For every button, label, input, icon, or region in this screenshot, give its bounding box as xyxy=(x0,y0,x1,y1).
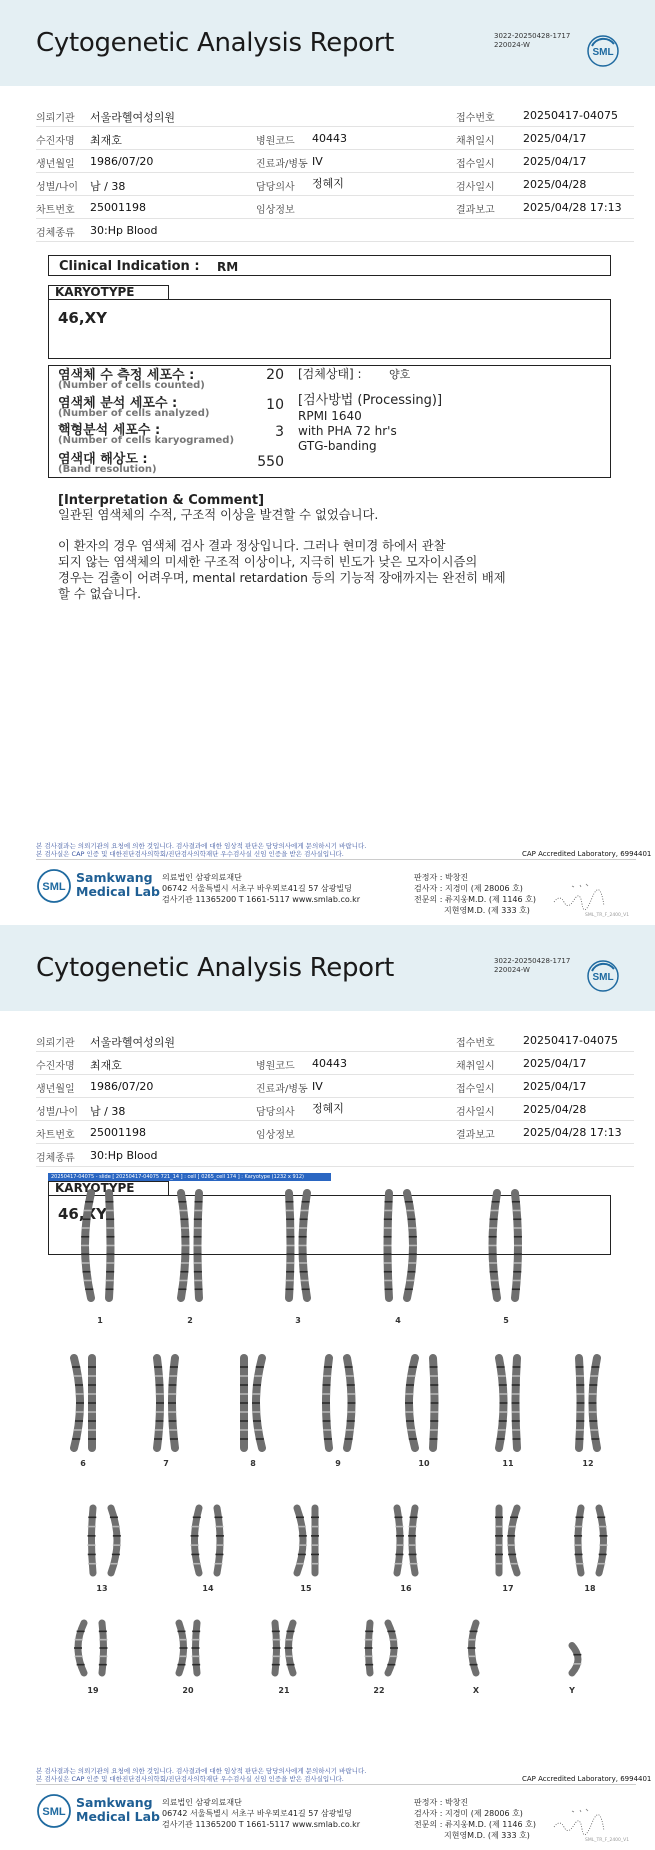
karyogram-caption-strip: 20250417-04075 - slide [ 20250417-04075 721_14 ] : cell [ 0265_cell 174 ] : Karyotype (1232 x 912) xyxy=(48,1173,331,1181)
result-report-value: 2025/04/28 17:13 xyxy=(523,1126,622,1139)
signer-1: 판정자 : 박창진 xyxy=(414,1798,469,1807)
footer-divider xyxy=(36,859,636,860)
patient-name-label: 수진자명 xyxy=(36,1061,75,1072)
chromosome-pair xyxy=(497,1358,521,1448)
karyotype-result: 46,XY xyxy=(58,1205,107,1223)
patient-info-row xyxy=(36,219,634,242)
address-line-2: 06742 서울특별시 서초구 바우뫼로41길 57 삼광빌딩 xyxy=(162,884,352,893)
sml-logo-icon xyxy=(586,959,620,993)
chromosome-label: 17 xyxy=(502,1584,514,1593)
report-header xyxy=(0,925,655,1011)
receipt-date-label: 접수일시 xyxy=(456,159,495,170)
patient-name-value: 최재호 xyxy=(90,134,122,147)
patient-name-label: 수진자명 xyxy=(36,136,75,147)
patient-info-row xyxy=(36,150,634,173)
req-org-label: 의뢰기관 xyxy=(36,1038,75,1049)
cells-counted-value: 20 xyxy=(266,367,284,383)
dept-value: IV xyxy=(312,155,323,168)
chromosome-pair xyxy=(88,1508,121,1573)
cells-counted-sub: (Number of cells counted) xyxy=(58,380,205,391)
sex-age-label: 성별/나이 xyxy=(36,182,79,193)
chromosome-pair xyxy=(322,1358,356,1448)
signature-mark xyxy=(552,878,612,918)
chromosome-label: 12 xyxy=(582,1459,594,1468)
hosp-code-label: 병원코드 xyxy=(256,136,295,147)
interpretation-line-1: 일관된 염색체의 수적, 구조적 이상을 발견할 수 없었습니다. xyxy=(58,508,379,522)
chromosome-pair xyxy=(191,1508,224,1573)
report-title: Cytogenetic Analysis Report xyxy=(36,953,395,983)
chromosome-label: 13 xyxy=(96,1584,108,1593)
signer-3: 전문의 : 류지웅M.D. (제 1146 호) xyxy=(414,895,536,904)
chromosome-pair xyxy=(81,1193,115,1298)
reception-no-label: 접수번호 xyxy=(456,113,495,124)
chromosome-label: 14 xyxy=(202,1584,214,1593)
company-name-line-1: Samkwang xyxy=(76,870,153,885)
cells-karyogramed-value: 3 xyxy=(275,424,284,440)
karyotype-tab: KARYOTYPE xyxy=(48,1181,169,1195)
patient-info-row xyxy=(36,173,634,196)
reception-no-value: 20250417-04075 xyxy=(523,1034,618,1047)
address-line-1: 의료법인 삼광의료재단 xyxy=(162,873,242,882)
collect-date-value: 2025/04/17 xyxy=(523,1057,587,1070)
req-org-value: 서울라헬여성의원 xyxy=(90,1036,176,1049)
chromosome-pair xyxy=(468,1623,478,1673)
footer-divider xyxy=(36,1784,636,1785)
exam-date-label: 검사일시 xyxy=(456,182,495,193)
chromosome-pair xyxy=(74,1623,108,1673)
processing-method-label: [검사방법 (Processing)] xyxy=(298,393,443,408)
cells-analyzed-value: 10 xyxy=(266,397,284,413)
hosp-code-value: 40443 xyxy=(312,132,347,145)
address-line-3: 검사기관 11365200 T 1661-5117 www.smlab.co.kr xyxy=(162,895,361,904)
sex-age-value: 남 / 38 xyxy=(90,180,126,193)
cap-accreditation: CAP Accredited Laboratory, 6994401 xyxy=(522,850,652,858)
interpretation-title: [Interpretation & Comment] xyxy=(58,493,265,508)
interpretation-line-3: 되지 않는 염색체의 미세한 구조적 이상이나, 지극히 빈도가 낮은 모자이시즘의 xyxy=(58,555,478,569)
band-resolution-label: 염색대 해상도 : xyxy=(58,452,148,467)
birth-label: 생년월일 xyxy=(36,159,75,170)
report-header xyxy=(0,0,655,86)
clinical-info-label: 임상정보 xyxy=(256,205,295,216)
company-name xyxy=(76,1796,160,1824)
samkwang-logo xyxy=(36,868,160,908)
chromosome-pair xyxy=(178,1623,201,1673)
address-line-1: 의료법인 삼광의료재단 xyxy=(162,1798,242,1807)
clinical-indication-label: Clinical Indication : xyxy=(59,259,200,274)
patient-info-table xyxy=(36,104,634,242)
karyotype-tab: KARYOTYPE xyxy=(48,285,169,299)
report-title: Cytogenetic Analysis Report xyxy=(36,28,395,58)
svg-text:SML: SML xyxy=(42,881,66,893)
birth-value: 1986/07/20 xyxy=(90,1080,154,1093)
footer-note-1: 본 검사결과는 의뢰기관의 요청에 의한 것입니다. 검사결과에 대한 임상적 판단은 담당의사에게 문의하시기 바랍니다. xyxy=(36,1767,367,1775)
address-line-3: 검사기관 11365200 T 1661-5117 www.smlab.co.kr xyxy=(162,1820,361,1829)
chart-no-label: 차트번호 xyxy=(36,1130,75,1141)
chromosome-pair xyxy=(178,1193,202,1298)
signer-4: 지현영M.D. (제 333 호) xyxy=(444,906,530,915)
svg-text:SML: SML xyxy=(592,47,614,58)
signature-mark xyxy=(552,1803,612,1843)
signer-2: 검사자 : 지경미 (제 28006 호) xyxy=(414,884,523,893)
chart-no-label: 차트번호 xyxy=(36,205,75,216)
clinical-indication-value: RM xyxy=(217,260,239,274)
cells-counted-label: 염색체 수 측정 세포수 : xyxy=(58,368,195,383)
form-version: SML_TR_F_2400_V1 xyxy=(585,1838,630,1843)
chromosome-label: 19 xyxy=(87,1686,99,1695)
company-name xyxy=(76,871,160,899)
hosp-code-label: 병원코드 xyxy=(256,1061,295,1072)
cells-analyzed-sub: (Number of cells analyzed) xyxy=(58,408,210,419)
cell-stats-box xyxy=(48,365,611,478)
hosp-code-value: 40443 xyxy=(312,1057,347,1070)
cells-karyogramed-sub: (Number of cells karyogramed) xyxy=(58,435,235,446)
exam-date-value: 2025/04/28 xyxy=(523,178,587,191)
cap-accreditation: CAP Accredited Laboratory, 6994401 xyxy=(522,1775,652,1783)
chromosome-label: 9 xyxy=(335,1459,341,1468)
result-report-label: 결과보고 xyxy=(456,205,495,216)
receipt-date-value: 2025/04/17 xyxy=(523,1080,587,1093)
sex-age-label: 성별/나이 xyxy=(36,1107,79,1118)
footer-signatures xyxy=(414,1797,536,1841)
exam-date-value: 2025/04/28 xyxy=(523,1103,587,1116)
signer-4: 지현영M.D. (제 333 호) xyxy=(444,1831,530,1840)
chromosome-label: 6 xyxy=(80,1459,86,1468)
document-number xyxy=(494,32,570,50)
specimen-value: 30:Hp Blood xyxy=(90,1149,158,1162)
chromosome-label: 1 xyxy=(97,1316,103,1325)
chromosome-label: 10 xyxy=(418,1459,430,1468)
clinical-indication-box xyxy=(48,255,611,276)
chromosome-label: 4 xyxy=(395,1316,401,1325)
footer-address xyxy=(162,1797,360,1830)
sml-footer-logo-icon xyxy=(36,868,72,904)
interpretation-line-4: 경우는 검출이 어려우며, mental retardation 등의 기능적 장애까지는 완전히 배제 xyxy=(58,571,506,585)
company-name-line-1: Samkwang xyxy=(76,1795,153,1810)
chromosome-pair xyxy=(384,1193,418,1298)
karyotype-box xyxy=(48,299,611,359)
chromosome-pair xyxy=(365,1623,399,1673)
svg-text:SML: SML xyxy=(592,972,614,983)
receipt-date-label: 접수일시 xyxy=(456,1084,495,1095)
chromosome-label: 5 xyxy=(503,1316,509,1325)
band-resolution-sub: (Band resolution) xyxy=(58,464,157,475)
doctor-label: 담당의사 xyxy=(256,182,295,193)
patient-info-table xyxy=(36,1029,634,1167)
chromosome-label: 21 xyxy=(278,1686,290,1695)
patient-info-row xyxy=(36,196,634,219)
chromosome-pair xyxy=(72,1358,96,1448)
karyogram-image xyxy=(48,1183,613,1733)
company-name-line-2: Medical Lab xyxy=(76,884,160,899)
patient-info-row xyxy=(36,1029,634,1052)
interpretation-line-5: 할 수 없습니다. xyxy=(58,587,141,601)
chromosome-pair xyxy=(489,1193,523,1298)
chromosome-label: X xyxy=(472,1686,480,1695)
signer-3: 전문의 : 류지웅M.D. (제 1146 호) xyxy=(414,1820,536,1829)
chromosome-label: 8 xyxy=(250,1459,256,1468)
chromosome xyxy=(572,1646,578,1674)
processing-line-1: RPMI 1640 xyxy=(298,409,362,423)
karyotype-result: 46,XY xyxy=(58,309,107,327)
dept-label: 진료과/병동 xyxy=(256,1084,308,1095)
document-number xyxy=(494,957,570,975)
chromosome-label: 15 xyxy=(300,1584,312,1593)
collect-date-value: 2025/04/17 xyxy=(523,132,587,145)
reception-no-value: 20250417-04075 xyxy=(523,109,618,122)
form-version: SML_TR_F_2400_V1 xyxy=(585,913,630,918)
chart-no-value: 25001198 xyxy=(90,201,146,214)
clinical-info-label: 임상정보 xyxy=(256,1130,295,1141)
dept-value: IV xyxy=(312,1080,323,1093)
processing-line-2: with PHA 72 hr's xyxy=(298,424,397,438)
birth-label: 생년월일 xyxy=(36,1084,75,1095)
chromosome-pair xyxy=(495,1508,518,1573)
chromosome-label: 16 xyxy=(400,1584,412,1593)
specimen-label: 검체종류 xyxy=(36,1153,75,1164)
chromosome-label: Y xyxy=(569,1686,575,1695)
chromosome-pair xyxy=(572,1646,581,1674)
svg-text:SML: SML xyxy=(42,1806,66,1818)
chromosome-label: 7 xyxy=(163,1459,169,1468)
patient-info-row xyxy=(36,104,634,127)
birth-value: 1986/07/20 xyxy=(90,155,154,168)
footer-note-1: 본 검사결과는 의뢰기관의 요청에 의한 것입니다. 검사결과에 대한 임상적 판단은 담당의사에게 문의하시기 바랍니다. xyxy=(36,842,367,850)
sex-age-value: 남 / 38 xyxy=(90,1105,126,1118)
reception-no-label: 접수번호 xyxy=(456,1038,495,1049)
doctor-value: 정혜지 xyxy=(312,1102,344,1115)
collect-date-label: 채취일시 xyxy=(456,1061,495,1072)
exam-date-label: 검사일시 xyxy=(456,1107,495,1118)
patient-info-row xyxy=(36,127,634,150)
result-report-value: 2025/04/28 17:13 xyxy=(523,201,622,214)
chromosome-label: 2 xyxy=(187,1316,193,1325)
doc-number-line-1: 3022-20250428-1717 xyxy=(494,32,571,40)
samkwang-logo xyxy=(36,1793,160,1833)
doc-number-line-2: 220024-W xyxy=(494,966,530,974)
chromosome-label: 20 xyxy=(182,1686,194,1695)
chart-no-value: 25001198 xyxy=(90,1126,146,1139)
patient-info-row xyxy=(36,1144,634,1167)
specimen-value: 30:Hp Blood xyxy=(90,224,158,237)
chromosome-pair xyxy=(394,1508,417,1573)
patient-info-row xyxy=(36,1052,634,1075)
footer-note-2: 본 검사실은 CAP 인증 및 대한진단검사의학회/진단검사의학재단 우수검사실 신임 인증을 받은 검사실입니다. xyxy=(36,850,344,858)
doctor-label: 담당의사 xyxy=(256,1107,295,1118)
chromosome-pair xyxy=(154,1358,178,1448)
signer-1: 판정자 : 박창진 xyxy=(414,873,469,882)
band-resolution-value: 550 xyxy=(257,454,284,470)
specimen-state-label: [검체상태] : xyxy=(298,367,362,381)
patient-info-row xyxy=(36,1075,634,1098)
collect-date-label: 채취일시 xyxy=(456,136,495,147)
cells-karyogramed-label: 핵형분석 세포수 : xyxy=(58,423,161,438)
specimen-state-value: 양호 xyxy=(389,368,411,381)
specimen-label: 검체종류 xyxy=(36,228,75,239)
chromosome-pair xyxy=(405,1358,439,1448)
chromosome-pair xyxy=(272,1623,295,1673)
chromosome-label: 11 xyxy=(502,1459,514,1468)
chromosome-pair xyxy=(296,1508,319,1573)
company-name-line-2: Medical Lab xyxy=(76,1809,160,1824)
chromosome-label: 3 xyxy=(295,1316,301,1325)
doctor-value: 정혜지 xyxy=(312,177,344,190)
footer-signatures xyxy=(414,872,536,916)
patient-info-row xyxy=(36,1121,634,1144)
result-report-label: 결과보고 xyxy=(456,1130,495,1141)
chromosome-label: 18 xyxy=(584,1584,596,1593)
signer-2: 검사자 : 지경미 (제 28006 호) xyxy=(414,1809,523,1818)
receipt-date-value: 2025/04/17 xyxy=(523,155,587,168)
chromosome-pair xyxy=(574,1508,607,1573)
sml-logo-icon xyxy=(586,34,620,68)
footer-address xyxy=(162,872,360,905)
chromosome-pair xyxy=(576,1358,600,1448)
address-line-2: 06742 서울특별시 서초구 바우뫼로41길 57 삼광빌딩 xyxy=(162,1809,352,1818)
sml-footer-logo-icon xyxy=(36,1793,72,1829)
chromosome-pair xyxy=(285,1193,309,1298)
doc-number-line-2: 220024-W xyxy=(494,41,530,49)
processing-line-3: GTG-banding xyxy=(298,439,377,453)
req-org-value: 서울라헬여성의원 xyxy=(90,111,176,124)
interpretation-line-2: 이 환자의 경우 염색체 검사 결과 정상입니다. 그러나 현미경 하에서 관찰 xyxy=(58,539,446,553)
patient-name-value: 최재호 xyxy=(90,1059,122,1072)
footer-note-2: 본 검사실은 CAP 인증 및 대한진단검사의학회/진단검사의학재단 우수검사실 신임 인증을 받은 검사실입니다. xyxy=(36,1775,344,1783)
cells-analyzed-label: 염색체 분석 세포수 : xyxy=(58,396,178,411)
chromosome-label: 22 xyxy=(373,1686,385,1695)
doc-number-line-1: 3022-20250428-1717 xyxy=(494,957,571,965)
chromosome-pair xyxy=(240,1358,264,1448)
patient-info-row xyxy=(36,1098,634,1121)
req-org-label: 의뢰기관 xyxy=(36,113,75,124)
dept-label: 진료과/병동 xyxy=(256,159,308,170)
